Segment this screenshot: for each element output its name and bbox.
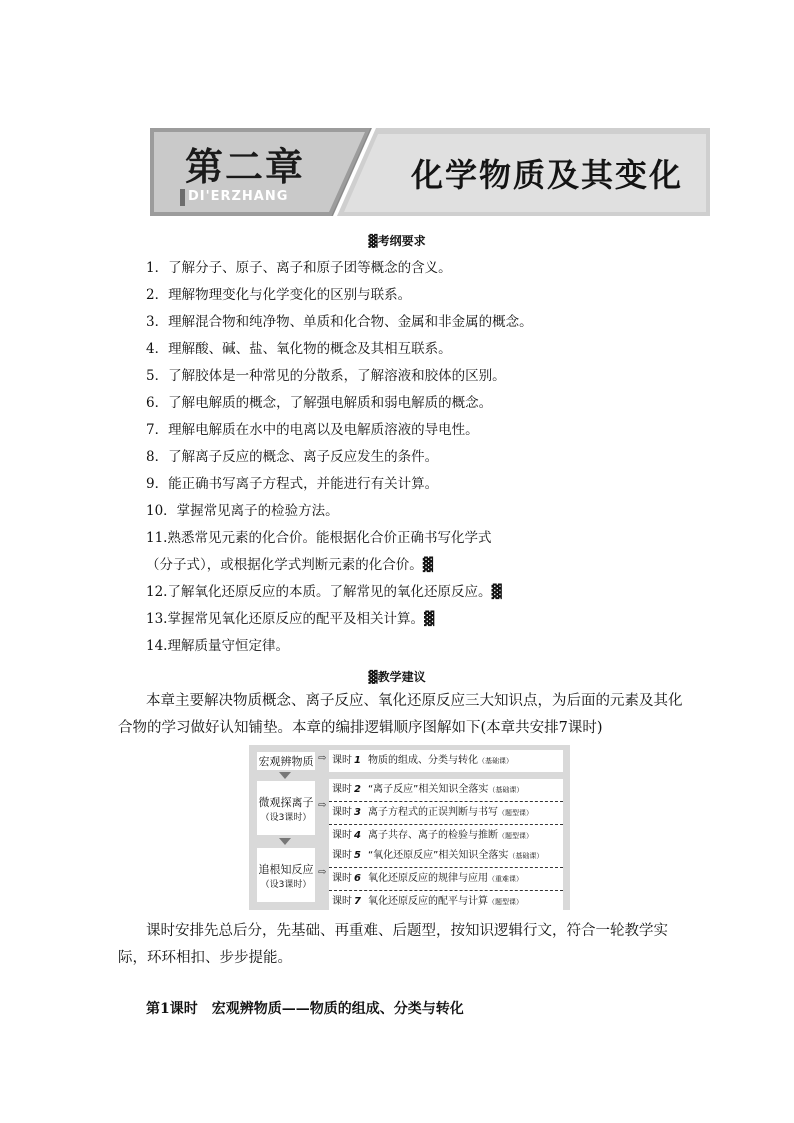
lesson-text: 氧化还原反应的配平与计算: [367, 896, 488, 907]
lesson-label: 课时: [332, 807, 352, 818]
flow-group-macro: [257, 752, 315, 770]
requirement-item: 5．了解胶体是一种常见的分散系，了解溶液和胶体的区别。: [146, 368, 506, 384]
flow-group-note: （设3课时）: [260, 812, 312, 823]
lesson-label: 课时: [332, 784, 352, 795]
lesson-tag: （题型课）: [497, 809, 533, 817]
requirement-item: 2．理解物理变化与化学变化的区别与联系。: [146, 287, 412, 303]
flow-group-title: 微观探离子: [258, 795, 314, 809]
teaching-advice-intro: [118, 688, 684, 742]
lesson-flow-diagram: [249, 745, 570, 910]
lesson-number: 3: [354, 807, 361, 818]
lesson-box-macro: [329, 750, 563, 772]
requirement-item: 12.了解氧化还原反应的本质。了解常见的氧化还原反应。▓: [146, 584, 502, 600]
lesson-label: 课时: [332, 755, 352, 766]
exam-requirements-heading: ▓考纲要求: [368, 234, 426, 248]
chapter-number: 第二章: [184, 145, 305, 189]
chapter-banner: [150, 128, 710, 216]
lesson-text: “氧化还原反应”相关知识全落实: [367, 850, 509, 861]
lesson-tag: （重难课）: [487, 875, 523, 883]
lesson-text: “离子反应”相关知识全落实: [367, 784, 489, 795]
down-arrow-icon: [279, 838, 291, 845]
chapter-pinyin: DI'ERZHANG: [188, 189, 289, 204]
requirement-item: 3．理解混合物和纯净物、单质和化合物、金属和非金属的概念。: [146, 314, 533, 330]
lesson-label: 课时: [332, 830, 352, 841]
requirement-item: （分子式），或根据化学式判断元素的化合价。▓: [146, 557, 434, 573]
teaching-advice-heading: ▓教学建议: [368, 670, 426, 684]
lesson-row: [329, 891, 563, 913]
lesson-text: 氧化还原反应的规律与应用: [367, 873, 488, 884]
right-arrow-icon: ⇨: [318, 800, 327, 811]
exam-requirements-list: [146, 258, 533, 663]
requirement-item: 8．了解离子反应的概念、离子反应发生的条件。: [146, 449, 439, 465]
requirement-item: 13.掌握常见氧化还原反应的配平及相关计算。▓: [146, 611, 435, 627]
summary-text: 课时安排先总后分，先基础、再重难、后题型，按知识逻辑行文，符合一轮教学实际，环环相扣、步步提能。: [118, 923, 668, 966]
lesson-text: 物质的组成、分类与转化: [367, 755, 478, 766]
flow-group-micro: [257, 781, 315, 835]
lesson-row: [329, 750, 563, 772]
teaching-advice-summary: [118, 918, 684, 972]
lesson-number: 5: [354, 850, 361, 861]
lesson-tag: （基础课）: [477, 757, 513, 765]
requirement-item: 6．了解电解质的概念，了解强电解质和弱电解质的概念。: [146, 395, 493, 411]
intro-text: 本章主要解决物质概念、离子反应、氧化还原反应三大知识点，为后面的元素及其化合物的学习做好认知铺垫。本章的编排逻辑顺序图解如下(本章共安排7课时): [118, 693, 683, 736]
chapter-marker-bar: [180, 189, 185, 206]
chapter-title: 化学物质及其变化: [410, 156, 683, 194]
lesson-1-heading: 第1课时 宏观辨物质——物质的组成、分类与转化: [146, 1001, 464, 1017]
lesson-row: [329, 802, 563, 825]
lesson-label: 课时: [332, 896, 352, 907]
lesson-tag: （题型课）: [487, 898, 523, 906]
lesson-row: [329, 868, 563, 891]
lesson-label: 课时: [332, 850, 352, 861]
requirement-item: 9．能正确书写离子方程式，并能进行有关计算。: [146, 476, 439, 492]
lesson-number: 6: [354, 873, 361, 884]
lesson-text: 离子方程式的正误判断与书写: [367, 807, 498, 818]
requirement-item: 4．理解酸、碱、盐、氧化物的概念及其相互联系。: [146, 341, 452, 357]
lesson-number: 1: [354, 755, 361, 766]
flow-group-title: 追根知反应: [258, 862, 314, 876]
lesson-label: 课时: [332, 873, 352, 884]
flow-group-reaction: [257, 848, 315, 902]
requirement-item: 14.理解质量守恒定律。: [146, 638, 289, 654]
requirement-item: 7．理解电解质在水中的电离以及电解质溶液的导电性。: [146, 422, 479, 438]
right-arrow-icon: ⇨: [318, 867, 327, 878]
flow-group-title: 宏观辨物质: [258, 755, 314, 768]
lesson-tag: （基础课）: [488, 786, 524, 794]
lesson-box-micro: [329, 779, 563, 847]
lesson-number: 2: [354, 784, 361, 795]
lesson-number: 7: [354, 896, 361, 907]
lesson-text: 离子共存、离子的检验与推断: [367, 830, 498, 841]
flow-group-note: （设3课时）: [260, 879, 312, 890]
lesson-number: 4: [354, 830, 361, 841]
requirement-item: 11.熟悉常见元素的化合价。能根据化合价正确书写化学式: [146, 530, 492, 546]
requirement-item: 10．掌握常见离子的检验方法。: [146, 503, 339, 519]
right-arrow-icon: ⇨: [318, 753, 327, 764]
lesson-tag: （题型课）: [497, 832, 533, 840]
requirement-item: 1．了解分子、原子、离子和原子团等概念的含义。: [146, 260, 452, 276]
lesson-box-reaction: [329, 845, 563, 913]
down-arrow-icon: [279, 772, 291, 779]
lesson-row: [329, 779, 563, 802]
lesson-row: [329, 845, 563, 868]
lesson-tag: （基础课）: [508, 852, 544, 860]
lesson-row: [329, 825, 563, 847]
